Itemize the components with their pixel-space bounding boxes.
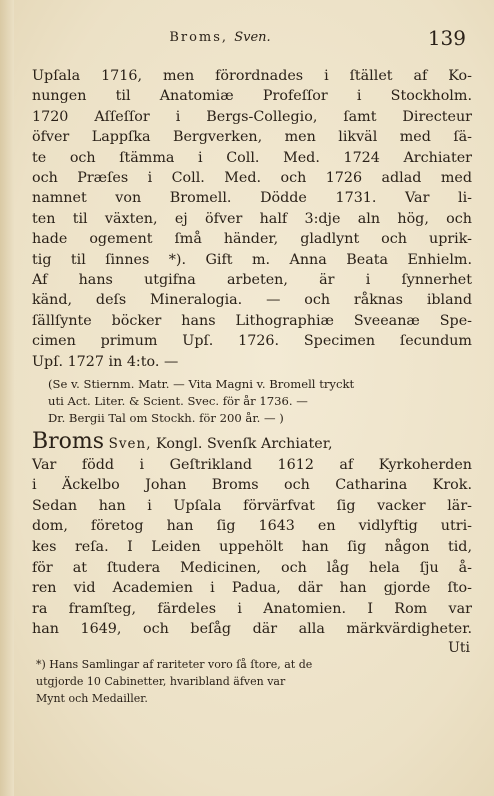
text-line: ra framſteg, färdeles i Anatomien. I Rom var: [32, 600, 472, 617]
footnote: [36, 656, 466, 707]
text-line: Var född i Geſtrikland 1612 af Kyrkoherden: [32, 456, 472, 473]
entry-broms-sven: [32, 429, 472, 640]
text-line: Upſ. 1727 in 4:to. —: [32, 353, 179, 370]
text-line: och Præſes i Coll. Med. och 1726 adlad med: [32, 170, 472, 187]
text-line: nungen til Anatomiæ Profeſſor i Stockholm.: [32, 88, 472, 105]
citation-block: [48, 376, 458, 427]
body-text-continued: [32, 66, 472, 372]
text-line: tig til ſinnes *). Gift m. Anna Beata Enhielm.: [32, 251, 472, 268]
text-line: ren vid Academien i Padua, där han gjorde ſto-: [32, 580, 472, 597]
text-line: ten til växten, ej öfver half 3:dje aln hög, och: [32, 210, 472, 227]
entry-head-given: Sven,: [108, 436, 152, 452]
text-line: känd, deſs Mineralogia. — och råknas ibland: [32, 292, 472, 309]
text-line: hade ogement ſmå händer, gladlynt och uprik-: [32, 231, 472, 248]
citation-line: uti Act. Liter. & Scient. Svec. för år 1736. —: [48, 394, 308, 408]
citation-line: Dr. Bergii Tal om Stockh. för 200 år. — ): [48, 411, 284, 425]
text-line: Af hans utgifna arbeten, är i ſynnerhet: [32, 272, 472, 289]
text-line: cimen primum Upſ. 1726. Specimen ſecundum: [32, 333, 472, 350]
text-line: öfver Lappſka Bergverken, men likväl med ſä-: [32, 129, 472, 146]
text-line: namnet von Bromell. Dödde 1731. Var li-: [32, 190, 472, 207]
running-head-given: Sven.: [234, 30, 271, 45]
text-line: för at ſtudera Medicinen, och låg hela ſju å-: [32, 559, 472, 576]
page-gutter: [0, 0, 14, 796]
entry-title: Kongl. Svenſk Archiater,: [156, 436, 333, 452]
text-line: Sedan han i Upſala förvärfvat ſig vacker lär-: [32, 497, 472, 514]
footnote-line: *) Hans Samlingar af rariteter voro ſå ſtore, at de: [36, 658, 313, 671]
catchword: Uti: [448, 640, 470, 656]
running-head-name: Broms,: [169, 30, 229, 45]
text-line: i Äckelbo Johan Broms och Catharina Krok.: [32, 477, 472, 494]
page-number: 139: [427, 26, 466, 50]
footnote-line: Mynt och Medailler.: [36, 692, 148, 705]
page-header: [28, 26, 472, 54]
text-line: kes reſa. I Leiden uppehölt han ſig någon tid,: [32, 538, 472, 555]
citation-line: (Se v. Stiernm. Matr. — Vita Magni v. Bromell tryckt: [48, 377, 355, 391]
text-line: 1720 Aſſeſſor i Bergs-Collegio, ſamt Directeur: [32, 108, 472, 125]
text-line: Upſala 1716, men förordnades i ſtället af Ko-: [32, 68, 472, 84]
footnote-line: utgjorde 10 Cabinetter, hvaribland äfven var: [36, 675, 286, 688]
text-line: han 1649, och beſåg där alla märkvärdigheter.: [32, 621, 472, 638]
text-line: dom, företog han ſig 1643 en vidlyftig utri-: [32, 518, 472, 535]
text-line: ſällſynte böcker hans Lithographiæ Sveeanæ Spe-: [32, 312, 472, 329]
entry-head-word: Broms: [32, 429, 105, 454]
running-head: [28, 30, 412, 45]
text-line: te och ſtämma i Coll. Med. 1724 Archiater: [32, 149, 472, 166]
